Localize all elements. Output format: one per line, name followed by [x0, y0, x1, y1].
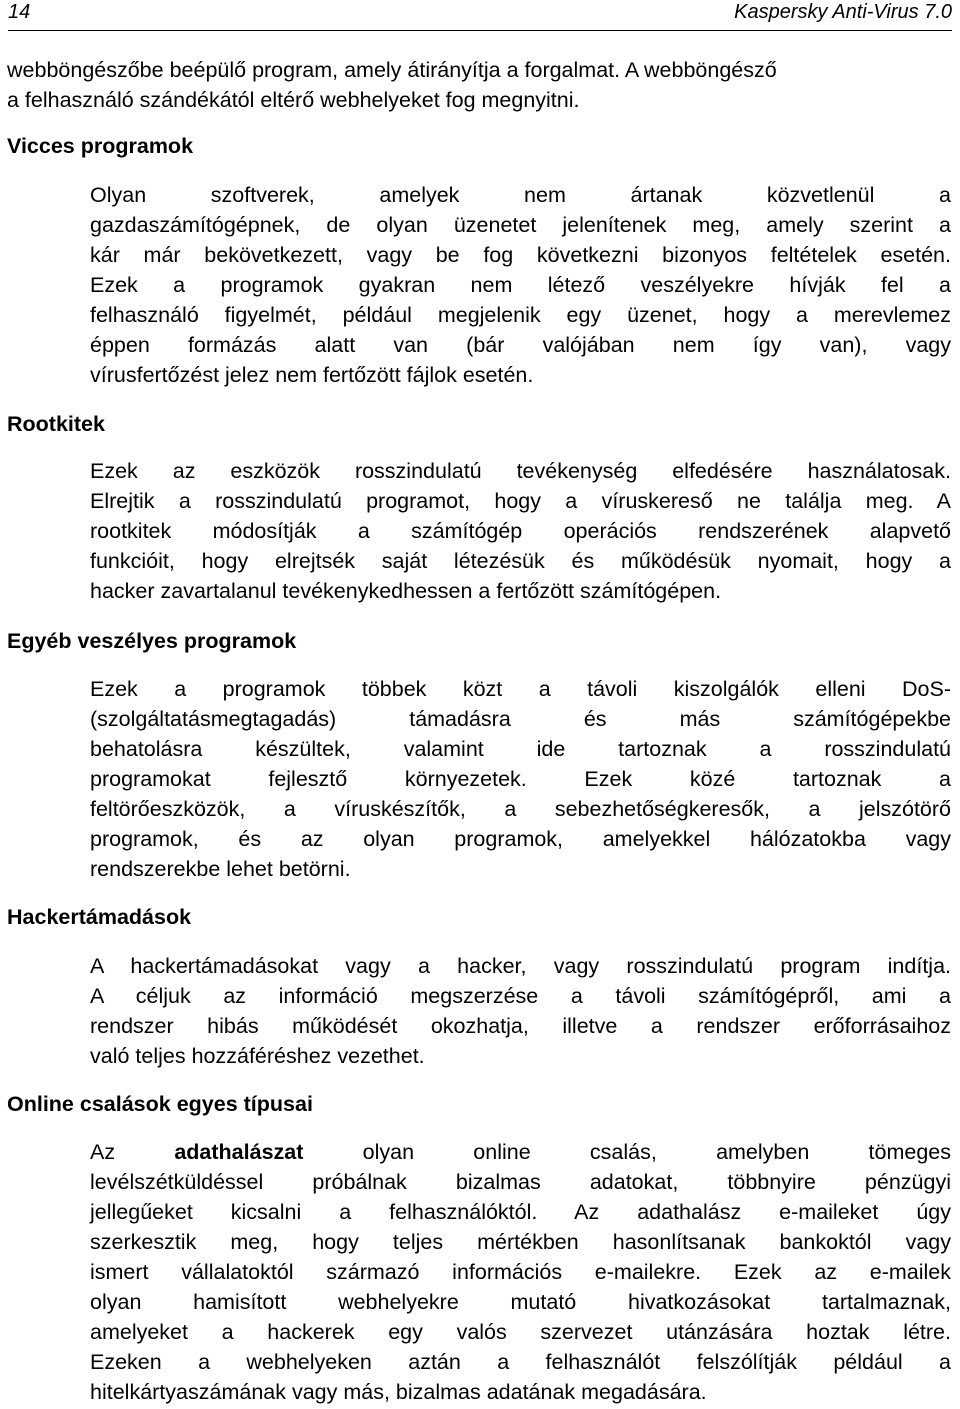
body-line: Ezek a programok gyakran nem létező veszélyekre hívják fel a	[90, 273, 951, 297]
body-line: Ezek az eszközök rosszindulatú tevékenység elfedésére használatosak.	[90, 459, 951, 483]
section-body-rootkitek	[90, 456, 951, 606]
body-line: hacker zavartalanul tevékenykedhessen a fertőzött számítógépen.	[90, 579, 722, 603]
body-line: (szolgáltatásmegtagadás) támadásra és más számítógépekbe	[90, 707, 951, 731]
body-line: Olyan szoftverek, amelyek nem ártanak közvetlenül a	[90, 183, 951, 207]
body-line: levélszétküldéssel próbálnak bizalmas adatokat, többnyire pénzügyi	[90, 1170, 951, 1194]
body-line: ismert vállalatoktól származó információs e-mailekre. Ezek az e-mailek	[90, 1260, 951, 1284]
body-line: éppen formázás alatt van (bár valójában nem így van), vagy	[90, 333, 951, 357]
body-line: rendszerekbe lehet betörni.	[90, 857, 351, 881]
body-line: hitelkártyaszámának vagy más, bizalmas adatának megadására.	[90, 1380, 707, 1404]
intro-line: a felhasználó szándékától eltérő webhelyeket fog megnyitni.	[7, 88, 580, 112]
body-line: kár már bekövetkezett, vagy be fog következni bizonyos feltételek esetén.	[90, 243, 951, 267]
section-heading-online: Online csalások egyes típusai	[7, 1092, 313, 1116]
section-body-egyeb	[90, 674, 951, 884]
document-title: Kaspersky Anti-Virus 7.0	[734, 1, 952, 23]
body-line: A céljuk az információ megszerzése a távoli számítógépről, ami a	[90, 984, 951, 1008]
body-line: funkcióit, hogy elrejtsék saját létezésük és működésük nyomait, hogy a	[90, 549, 951, 573]
body-line: Ezeken a webhelyeken aztán a felhasználót felszólítják például a	[90, 1350, 951, 1374]
body-line: jellegűeket kicsalni a felhasználóktól. Az adathalász e-maileket úgy	[90, 1200, 951, 1224]
section-body-online	[90, 1137, 951, 1407]
section-body-hacker	[90, 951, 951, 1071]
body-line: felhasználó figyelmét, például megjelenik egy üzenet, hogy a merevlemez	[90, 303, 951, 327]
body-line: szerkesztik meg, hogy teljes mértékben hasonlítsanak bankoktól vagy	[90, 1230, 951, 1254]
body-line-first	[90, 1137, 951, 1167]
body-line: behatolásra készültek, valamint ide tartoznak a rosszindulatú	[90, 737, 951, 761]
intro-line: webböngészőbe beépülő program, amely átirányítja a forgalmat. A webböngésző	[7, 58, 777, 82]
body-line: vírusfertőzést jelez nem fertőzött fájlok esetén.	[90, 363, 534, 387]
section-heading-vicces: Vicces programok	[7, 134, 194, 158]
body-line: rootkitek módosítják a számítógép operációs rendszerének alapvető	[90, 519, 951, 543]
page-number: 14	[8, 1, 31, 23]
body-line: amelyeket a hackerek egy valós szervezet utánzására hoztak létre.	[90, 1320, 951, 1344]
intro-paragraph	[7, 55, 951, 115]
online-first-pre: Az	[90, 1140, 116, 1164]
section-body-vicces	[90, 180, 951, 390]
term-adathalaszat: adathalászat	[174, 1140, 304, 1164]
section-heading-rootkitek: Rootkitek	[7, 412, 105, 436]
body-line: Ezek a programok többek közt a távoli kiszolgálók elleni DoS-	[90, 677, 951, 701]
body-line: olyan hamisított webhelyekre mutató hivatkozásokat tartalmaznak,	[90, 1290, 951, 1314]
body-line: feltörőeszközök, a víruskészítők, a sebezhetőségkeresők, a jelszótörő	[90, 797, 951, 821]
body-line: programokat fejlesztő környezetek. Ezek közé tartoznak a	[90, 767, 951, 791]
body-line: Elrejtik a rosszindulatú programot, hogy a víruskereső ne találja meg. A	[90, 489, 951, 513]
body-line: A hackertámadásokat vagy a hacker, vagy rosszindulatú program indítja.	[90, 954, 951, 978]
page-header	[8, 0, 952, 31]
online-first-post: olyan online csalás, amelyben tömeges	[362, 1140, 951, 1164]
body-line: gazdaszámítógépnek, de olyan üzenetet jelenítenek meg, amely szerint a	[90, 213, 951, 237]
body-line: rendszer hibás működését okozhatja, illetve a rendszer erőforrásaihoz	[90, 1014, 951, 1038]
section-heading-hacker: Hackertámadások	[7, 905, 192, 929]
section-heading-egyeb: Egyéb veszélyes programok	[7, 629, 297, 653]
body-line: programok, és az olyan programok, amelyekkel hálózatokba vagy	[90, 827, 951, 851]
body-line: való teljes hozzáféréshez vezethet.	[90, 1044, 425, 1068]
